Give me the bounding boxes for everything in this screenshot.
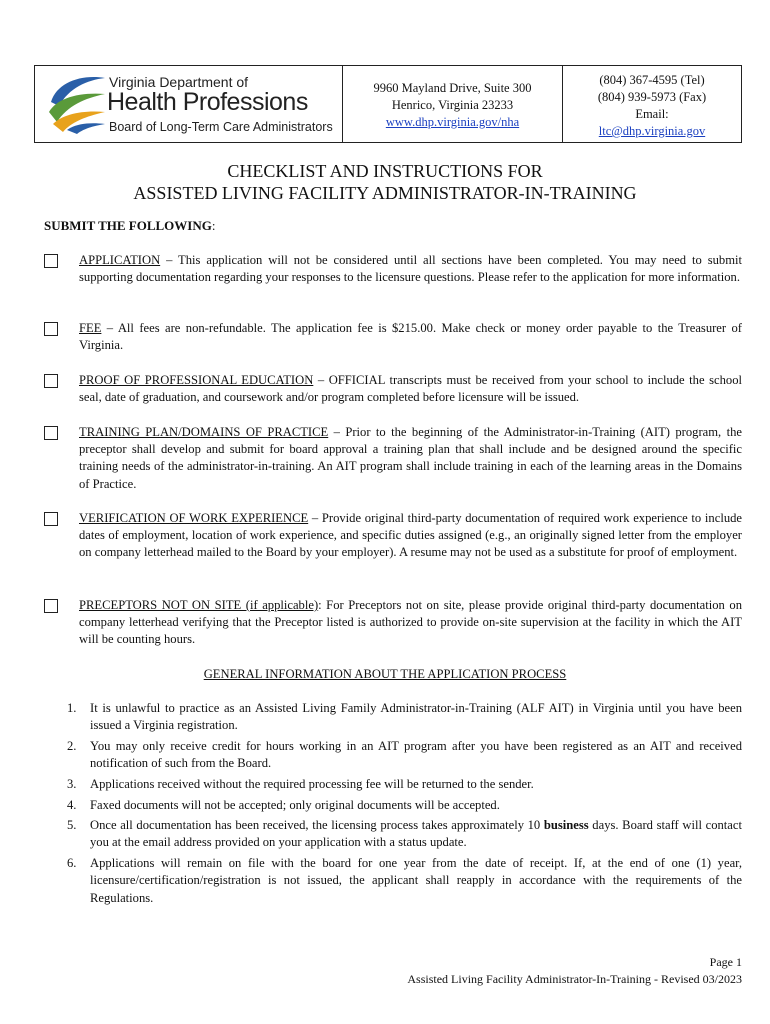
list-text: Faxed documents will not be accepted; only original documents will be accepted.: [90, 797, 500, 812]
letterhead: [34, 65, 742, 143]
checklist-desc: : For Preceptors not on site, please provide original third-party documentation on company letterhead verifying that the Preceptor listed is authorized to provide on-site supervision at the facility in which the AIT will be counting hours.: [79, 598, 742, 647]
checklist-desc: – Prior to the beginning of the Administrator-in-Training (AIT) program, the preceptor shall develop and submit for board approval a training plan that shall include and be designed around the specific training needs of the administrator-in-training. An AIT program shall include training in each of the learning areas in the Domains of Practice.: [79, 425, 742, 491]
list-number: 6.: [67, 856, 77, 871]
revision-note: Assisted Living Facility Administrator-In-Training - Revised 03/2023: [407, 972, 742, 986]
page-number: Page 1: [709, 955, 742, 969]
checklist-desc: – All fees are non-refundable. The application fee is $215.00. Make check or money order payable to the Treasurer of Virginia.: [79, 321, 742, 353]
checklist-text: [79, 320, 742, 354]
list-text-pre: Once all documentation has been received, the licensing process takes approximately 10: [90, 818, 544, 833]
general-info-list: [58, 700, 742, 910]
list-number: 4.: [67, 797, 77, 812]
checklist-label: PROOF OF PROFESSIONAL EDUCATION: [79, 373, 314, 387]
submit-heading-text: SUBMIT THE FOLLOWING: [44, 218, 212, 233]
checklist-text: [79, 597, 742, 649]
list-item: [58, 700, 742, 734]
general-info-heading: GENERAL INFORMATION ABOUT THE APPLICATION PROCESS: [203, 667, 567, 681]
email-label: Email:: [635, 107, 669, 121]
list-number: 5.: [67, 818, 77, 833]
page-title: [0, 160, 770, 204]
checklist-label: VERIFICATION OF WORK EXPERIENCE: [79, 511, 309, 525]
list-item: [58, 797, 742, 814]
checkbox-application[interactable]: [44, 254, 58, 268]
list-text: You may only receive credit for hours working in an AIT program after you have been registered as an AIT and received notification of such from the Board.: [90, 738, 742, 771]
page-footer: [407, 954, 742, 988]
submit-heading: [44, 218, 215, 234]
submit-heading-colon: :: [211, 218, 216, 233]
title-line2: ASSISTED LIVING FACILITY ADMINISTRATOR-IN-TRAINING: [133, 183, 637, 203]
contact-cell: [563, 66, 741, 142]
checklist-text: [79, 372, 742, 406]
phone-fax: (804) 939-5973 (Fax): [597, 90, 707, 104]
list-number: 3.: [67, 776, 77, 791]
checklist-label: PRECEPTORS NOT ON SITE (if applicable): [79, 598, 319, 612]
address-line2: Henrico, Virginia 23233: [391, 98, 514, 112]
logo-cell: [35, 66, 343, 142]
list-text-bold: business: [543, 818, 589, 833]
logo-line1: Virginia Department of: [109, 74, 249, 90]
logo-line2: Health Professions: [107, 88, 308, 116]
dhp-logo-icon: [47, 72, 107, 134]
list-text: Applications will remain on file with the board for one year from the date of receipt. If, at the end of one (1) year, licensure/certification/registration is not issued, the applicant shall reapply in accordance with the requirements of the Regulations.: [90, 856, 742, 905]
list-item: [58, 738, 742, 772]
checklist-label: FEE: [79, 321, 102, 335]
logo-line3: Board of Long-Term Care Administrators: [109, 120, 333, 134]
phone-tel: (804) 367-4595 (Tel): [599, 73, 705, 87]
list-text: It is unlawful to practice as an Assisted Living Family Administrator-in-Training (ALF AIT) in Virginia until you have been issued a Virginia registration.: [90, 701, 742, 733]
list-number: 1.: [67, 701, 77, 715]
list-item: [58, 855, 742, 907]
checklist-text: [79, 510, 742, 562]
checklist-desc: – OFFICIAL transcripts must be received from your school to include the school seal, date of graduation, and coursework and/or program completed before licensure will be issued.: [79, 373, 743, 405]
checklist-label: TRAINING PLAN/DOMAINS OF PRACTICE: [79, 425, 329, 439]
list-text: Applications received without the required processing fee will be returned to the sender.: [90, 776, 534, 791]
website-link[interactable]: www.dhp.virginia.gov/nha: [385, 115, 520, 129]
title-line1: CHECKLIST AND INSTRUCTIONS FOR: [227, 161, 543, 181]
checklist-label: APPLICATION: [79, 253, 161, 267]
checklist-desc: – Provide original third-party documentation of required work experience to include dates of employment, location of work experience, and specific duties assigned (e.g., an originally signed letter from the employer on company letterhead mailed to the Board by your employer). A resume may not be used as a substitute for proof of employment.: [79, 511, 743, 560]
list-item: [58, 776, 742, 793]
checkbox-work-experience[interactable]: [44, 512, 58, 526]
list-number: 2.: [67, 738, 77, 753]
address-line1: 9960 Mayland Drive, Suite 300: [373, 81, 532, 95]
checkbox-fee[interactable]: [44, 322, 58, 336]
checklist-text: [79, 424, 742, 493]
checkbox-preceptors[interactable]: [44, 599, 58, 613]
address-cell: [343, 66, 563, 142]
checklist-text: [79, 252, 742, 286]
list-text-post: days. Board staff will contact you at the email address provided on your application with a status update.: [90, 818, 742, 850]
checkbox-education[interactable]: [44, 374, 58, 388]
checklist-desc: – This application will not be considered until all sections have been completed. You may need to submit supporting documentation regarding your responses to the licensure questions. Please refer to the application for more information.: [79, 253, 742, 285]
list-item: [58, 817, 742, 851]
email-link[interactable]: ltc@dhp.virginia.gov: [598, 124, 706, 138]
checkbox-training-plan[interactable]: [44, 426, 58, 440]
